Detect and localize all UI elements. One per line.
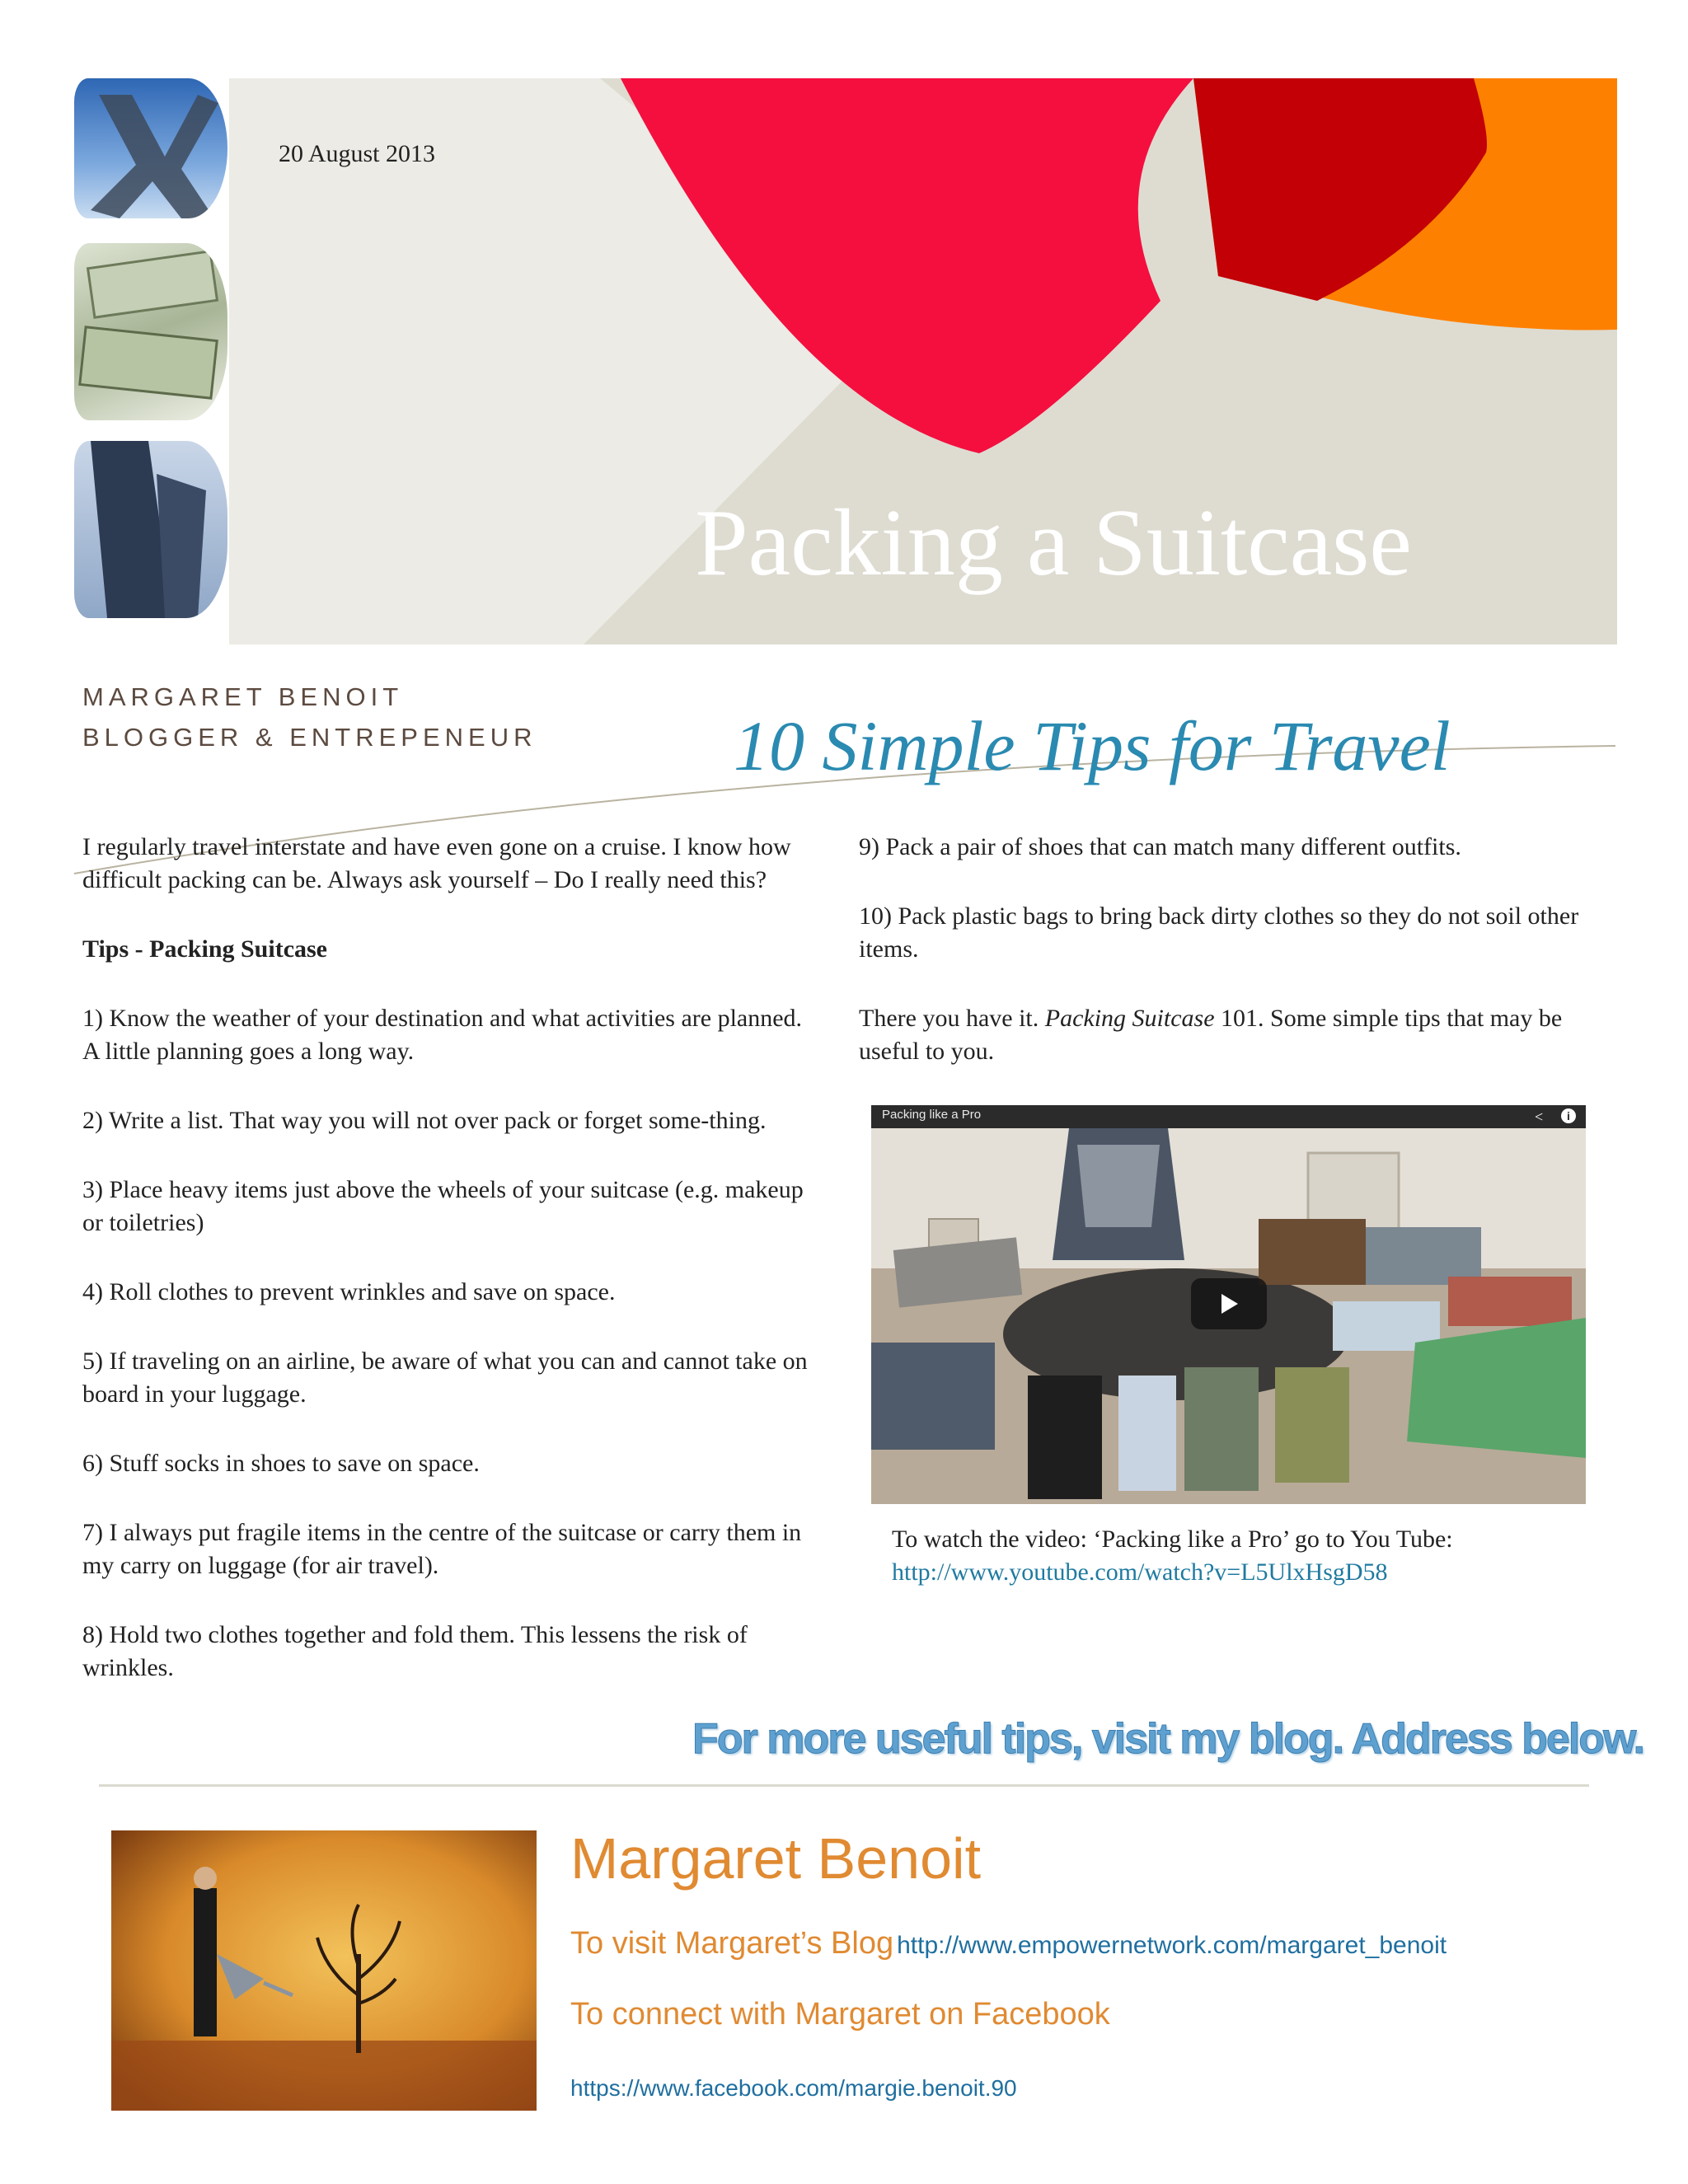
facebook-label: To connect with Margaret on Facebook (570, 1997, 1110, 2032)
left-column (82, 831, 808, 1721)
page-title: Packing a Suitcase (695, 490, 1412, 596)
section-subtitle: 10 Simple Tips for Travel (734, 706, 1451, 785)
video-caption-text: To watch the video: ‘Packing like a Pro’ go to You Tube: (892, 1526, 1453, 1553)
tip-item: 1) Know the weather of your destination and what activities are planned. A little planning goes a long way. (82, 1005, 803, 1065)
facebook-link[interactable]: https://www.facebook.com/margie.benoit.90 (570, 2075, 1017, 2101)
tip-item: 2) Write a list. That way you will not over pack or forget some-thing. (82, 1107, 767, 1134)
tip-item: 6) Stuff socks in shoes to save on space. (82, 1450, 480, 1477)
right-column (859, 831, 1584, 1104)
outro-paragraph (859, 1002, 1584, 1068)
thumbnail-strip (73, 78, 229, 644)
footer-author-name: Margaret Benoit (570, 1826, 982, 1891)
tip-item: 9) Pack a pair of shoes that can match many different outfits. (859, 833, 1461, 860)
video-link[interactable]: http://www.youtube.com/watch?v=L5UlxHsgD58 (892, 1558, 1388, 1586)
author-role: BLOGGER & ENTREPENEUR (82, 723, 537, 752)
blog-link[interactable]: http://www.empowernetwork.com/margaret_benoit (897, 1932, 1447, 1959)
video-title-bar (871, 1105, 1586, 1128)
blog-line (570, 1926, 1447, 1961)
tips-heading: Tips - Packing Suitcase (82, 935, 327, 963)
tip-item: 8) Hold two clothes together and fold them. This lessens the risk of wrinkles. (82, 1621, 748, 1681)
play-button[interactable] (1191, 1278, 1267, 1329)
video-caption (892, 1523, 1584, 1589)
issue-date: 20 August 2013 (279, 140, 436, 167)
tip-item: 3) Place heavy items just above the wheels of your suitcase (e.g. makeup or toiletries) (82, 1176, 804, 1236)
blog-label: To visit Margaret’s Blog (570, 1926, 894, 1961)
intro-paragraph: I regularly travel interstate and have even gone on a cruise. I know how difficult packing can be. Always ask yourself – Do I really need this? (82, 833, 791, 893)
author-name: MARGARET BENOIT (82, 682, 404, 711)
tip-item: 5) If traveling on an airline, be aware of what you can and cannot take on board in your luggage. (82, 1347, 808, 1408)
outro-text-end: 101. Some simple tips that may be useful to you. (859, 1005, 1563, 1065)
outro-text-start: There you have it. (859, 1005, 1045, 1032)
blog-callout-banner: For more useful tips, visit my blog. Address below. (692, 1715, 1643, 1763)
tip-item: 7) I always put fragile items in the centre of the suitcase or carry them in my carry on luggage (for air travel). (82, 1519, 802, 1579)
skyscrapers-image (74, 78, 227, 218)
money-image (74, 243, 227, 420)
businessmen-walking-image (74, 441, 227, 618)
divider (99, 1784, 1589, 1787)
info-icon[interactable]: i (1561, 1108, 1576, 1123)
share-icon[interactable]: < (1535, 1108, 1544, 1125)
tip-item: 10) Pack plastic bags to bring back dirty clothes so they do not soil other items. (859, 902, 1579, 963)
video-player[interactable] (871, 1105, 1586, 1504)
tip-item: 4) Roll clothes to prevent wrinkles and save on space. (82, 1278, 616, 1305)
header-banner (73, 78, 1617, 644)
play-icon (1221, 1294, 1238, 1314)
outro-emphasis: Packing Suitcase (1044, 1005, 1215, 1032)
watering-tree-illustration (111, 1830, 537, 2111)
video-title: Packing like a Pro (882, 1108, 982, 1122)
